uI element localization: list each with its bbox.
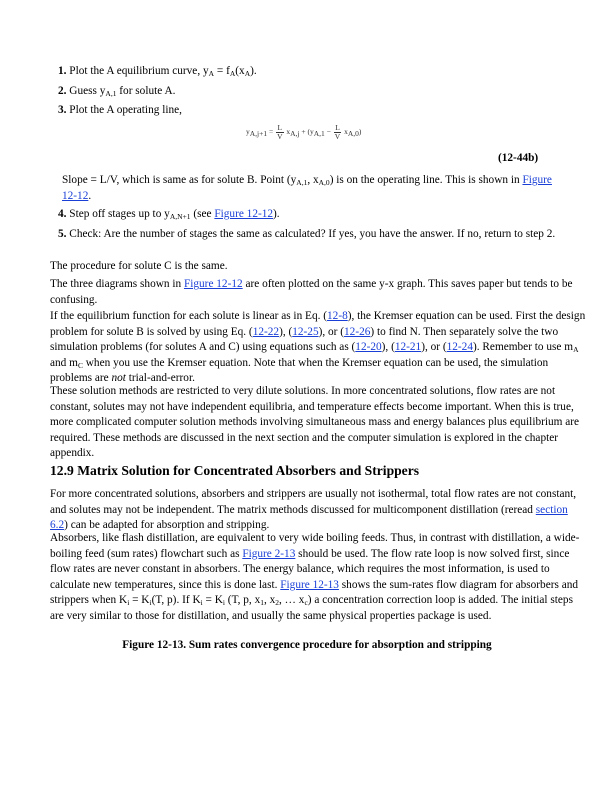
step-3: 3. Plot the A operating line, (58, 104, 182, 116)
fraction-l-over-v: $\frac{L}{V}$ (277, 123, 283, 141)
figure-caption: Figure 12-13. Sum rates convergence procedure for absorption and stripping (122, 639, 492, 651)
eq-12-21-link[interactable]: 12-21 (394, 341, 422, 354)
step-number: 5. (58, 228, 67, 240)
section-heading: 12.9 Matrix Solution for Concentrated Absorbers and Strippers (50, 463, 420, 478)
dilute-solutions-paragraph: These solution methods are restricted to very dilute solutions. In more concentrated solutions, flow rates are not constant, solutes may not have independent equilibria, and temperature effects become important. When this is true, more complicated computer solution methods involving simultaneous mass and energy balances plus equilibrium are required. These methods are discussed in the next section and the computer simulation is explored in the chapter appendix. (50, 385, 580, 460)
linear-equilibrium-paragraph: If the equilibrium function for each solute is linear as in Eq. (12-8), the Kremser equation can be used. First the design problem for solute B is solved by using Eq. (12-22), (12-25), or (12-26) to find N. Then separately solve the two simulation problems (for solutes A and C) using equations such as (12-20), (12-21), or (12-24). Remember to use $m_A$ and $m_C$ when you use the Kremser equation. Note that when the Kremser equation can be used, the simulation problems are not trial-and-error. (50, 310, 586, 385)
eq-12-22-link[interactable]: 12-22 (252, 325, 280, 338)
step-2: 2. Guess $y_{A,1}$ for solute A. (58, 85, 176, 98)
operating-line-equation: $y_{A,j+1}$ = $\frac{L}{V}$ $x_{A,j} + (y_{A,1}$ − $\frac{L}{V}$ $x_{A,0}$) (246, 123, 362, 141)
eq-12-8-link[interactable]: 12-8 (327, 310, 348, 322)
fraction-l-over-v: $\frac{L}{V}$ (334, 123, 341, 141)
figure-2-13-link[interactable]: Figure 2-13 (242, 547, 296, 560)
sum-rates-paragraph: Absorbers, like flash distillation, are equivalent to very wide boiling feeds. Thus, in contrast with distillation, a wide-boiling feed (sum rates) flowchart such as Figure 2-13 should be used. The flow rate loop is now solved first, since flow rates are never constant in absorbers. The energy balance, which requires the most information, is used to calculate new temperatures, since this is done last. Figure 12-13 shows the sum-rates flow diagram for absorbers and strippers when $K_i = K_i(T$, p). If $K_i = K_i$ (T, p, $x_1$, $x_2$, … $x_c$) a concentration correction loop is added. The initial steps are very similar to those for distillation, and usually the same physical properties package is used. (50, 532, 580, 622)
step-number: 1. (58, 65, 67, 77)
step-5: 5. Check: Are the number of stages the same as calculated? If yes, you have the answer. If no, return to step 2. (58, 228, 556, 240)
three-diagrams-paragraph: The three diagrams shown in Figure 12-12 are often plotted on the same y-x graph. This saves paper but tends to be confusing. (50, 278, 573, 306)
figure-12-13-link[interactable]: Figure 12-13 (280, 578, 339, 591)
figure-12-12-link[interactable]: Figure 12-12 (214, 208, 274, 220)
step-number: 2. (58, 85, 67, 97)
figure-12-12-link[interactable]: Figure 12-12 (183, 278, 243, 290)
equation-number: (12-44b) (498, 152, 539, 164)
figure-12-12-link[interactable]: Figure 12-12 (62, 174, 552, 202)
slope-paragraph: Slope = L/V, which is same as for solute B. Point ($y_{A,1}$, $x_{A,0}$) is on the operating line. This is shown in Figure 12-12. (62, 174, 552, 202)
step-number: 3. (58, 104, 67, 116)
step-1: 1. Plot the A equilibrium curve, $y_A = f_A(x_A)$. (58, 65, 257, 78)
eq-12-24-link[interactable]: 12-24 (446, 341, 473, 354)
eq-12-25-link[interactable]: 12-25 (292, 325, 319, 338)
matrix-methods-paragraph: For more concentrated solutions, absorbers and strippers are usually not isothermal, total flow rates are not constant, and solutes may not be independent. The matrix methods discussed for multicomponent distillation (reread section 6.2) can be adapted for absorption and stripping. (50, 488, 577, 532)
section-6-2-link[interactable]: section 6.2 (50, 503, 568, 532)
step-4: 4. Step off stages up to $y_{A,N+1}$ (see Figure 12-12). (58, 208, 280, 221)
solute-c-paragraph: The procedure for solute C is the same. (50, 260, 228, 272)
eq-12-20-link[interactable]: 12-20 (355, 341, 382, 354)
step-number: 4. (58, 208, 67, 220)
eq-12-26-link[interactable]: 12-26 (344, 325, 371, 338)
